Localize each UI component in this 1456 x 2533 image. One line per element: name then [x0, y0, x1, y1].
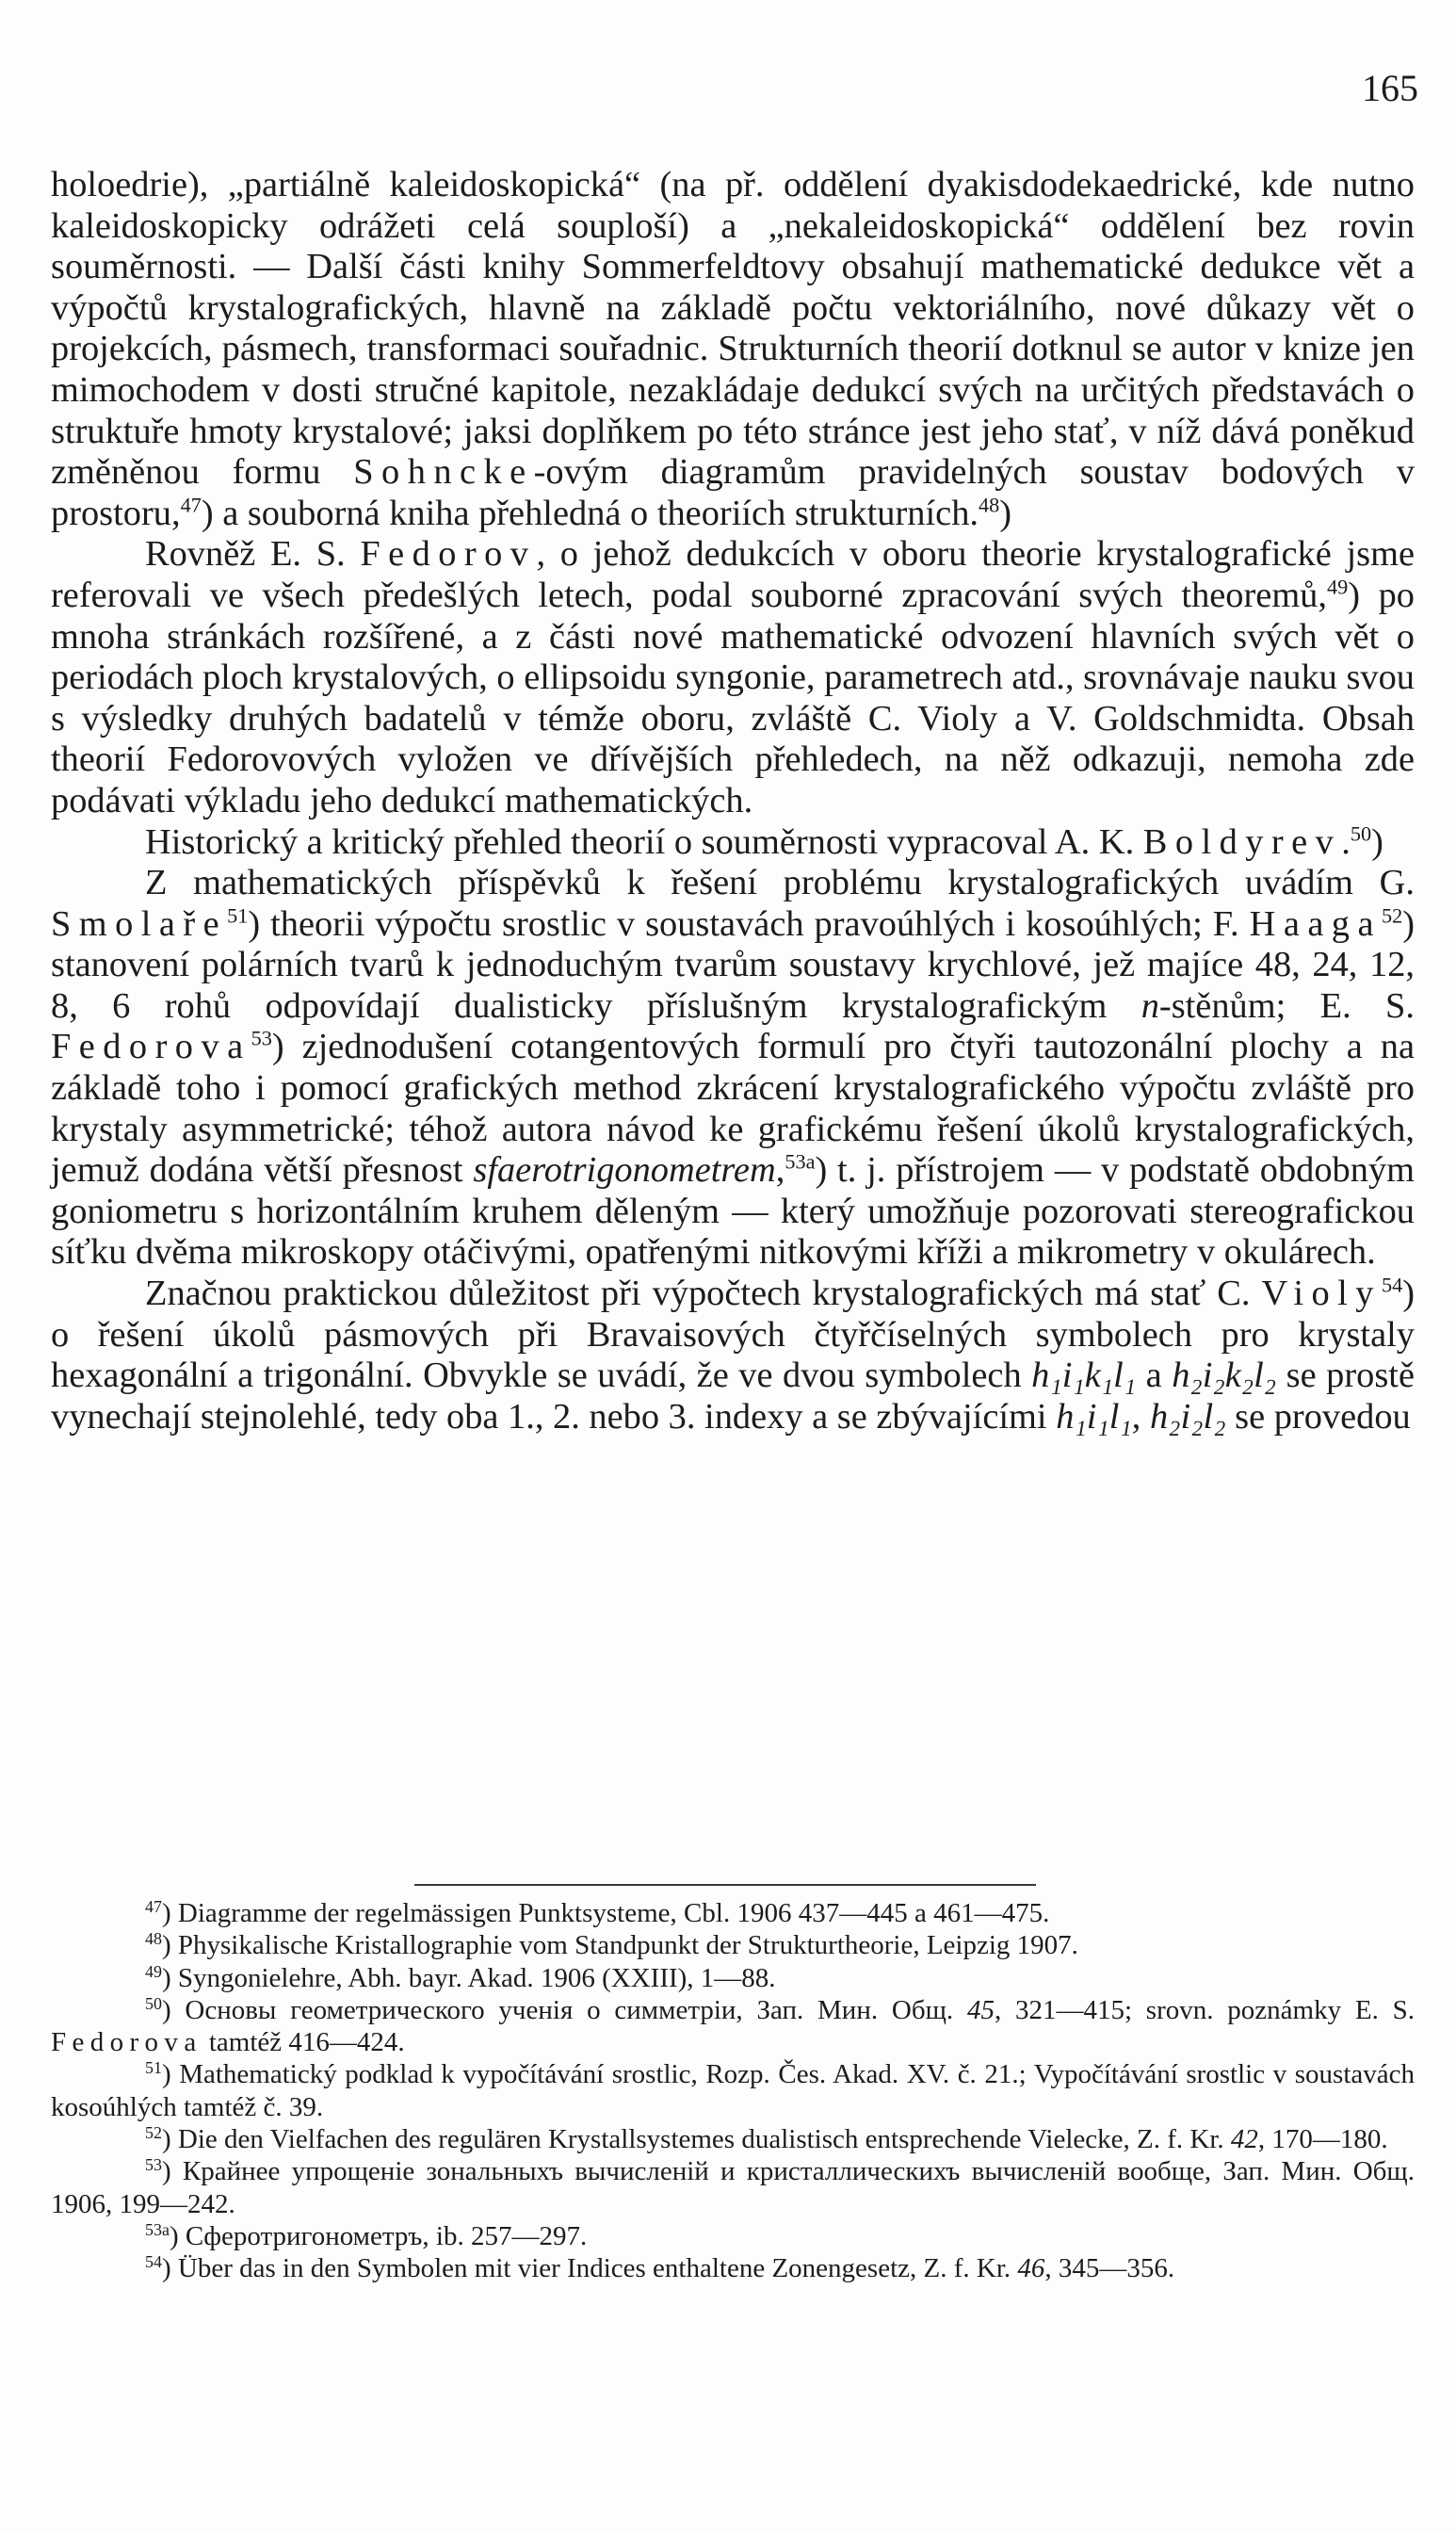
author-name: Boldyrev [1142, 821, 1342, 862]
footnote-ref: 54 [145, 2252, 162, 2272]
footnote-ref: 53a [145, 2220, 170, 2240]
body-text [51, 165, 1415, 1437]
text-run: ) theorii výpočtu srostlic v soustavách pravoúhlých i kosoúhlých; F. [248, 903, 1250, 944]
italic-text: 42 [1230, 2124, 1258, 2155]
footnote-ref: 49 [1326, 575, 1349, 599]
text-run: Z mathematických příspěvků k řešení problému krystalografických uvádím G. [145, 863, 1415, 903]
text-run: ) Syngonielehre, Abh. bayr. Akad. 1906 (XXIII), 1—88. [161, 1962, 776, 1993]
footnote [51, 2220, 1415, 2252]
italic-text: sfaerotrigonometrem [473, 1150, 776, 1191]
text-run: ) Mathematický podklad k vypočítávání srostlic, Rozp. Čes. Akad. XV. č. 21.; Vypočítávání srostlic v soustavách kosoúhlých tamtéž č. 39. [51, 2059, 1415, 2122]
paragraph [51, 165, 1415, 534]
paragraph [51, 822, 1415, 864]
italic-text: 46 [1017, 2253, 1045, 2284]
text-run: holoedrie), „partiálně kaleidoskopická“ (na př. oddělení dyakisdodekaedrické, kde nutno kaleidoskopicky odrážeti celá souploší) a „nekaleidoskopická“ oddělení bez rovin souměrnosti. — Další části knihy Sommerfeldtovy obsahují mathematické dedukce vět a výpočtů krystalografických, hlavně na základě počtu vektoriálního, nové důkazy vět o projekcích, pásmech, transformaci souřadnic. Strukturních theorií dotknul se autor v knize jen mimochodem v dosti stručné kapitole, nezakládaje dedukcí svých na určitých představách o struktuře hmoty krystalové; jaksi doplňkem po této stránce jest jeho stať, v níž dává poněkud změněnou formu [51, 165, 1415, 493]
footnote-ref: 50 [145, 1994, 162, 2014]
text-run: ) Сферотригонометръ, ib. 257—297. [169, 2220, 588, 2251]
footnote-divider [414, 1884, 1036, 1886]
text-run: ) [999, 493, 1012, 533]
footnote [51, 2155, 1415, 2220]
footnote-ref: 51 [145, 2058, 162, 2078]
text-run: tamtéž 416—424. [202, 2027, 405, 2058]
footnote-ref: 48 [978, 493, 1000, 517]
italic-text: h₂i₂l₂ [1149, 1396, 1226, 1437]
text-run: ) Основы геометрического ученія о симметріи, Зап. Мин. Общ. [161, 1994, 967, 2025]
footnote [51, 2058, 1415, 2123]
text-run: , 170—180. [1257, 2124, 1388, 2155]
footnote-ref: 52 [1381, 903, 1403, 928]
text-run: . [1341, 821, 1351, 862]
text-run: ) zjednodušení cotangentových formulí pro čtyři tautozonální plochy a na základě toho i pomocí grafických method zkrácení krystalografického výpočtu zvláště pro krystaly asymmetrické; téhož autora návod ke grafickému řešení úkolů krystalografických, jemuž dodána větší přesnost [51, 1027, 1415, 1191]
footnote-ref: 52 [145, 2123, 162, 2143]
paragraph [51, 534, 1415, 821]
italic-text: 45 [966, 1994, 995, 2025]
text-run: ) a souborná kniha přehledná o theoriích strukturních. [201, 493, 979, 533]
page-number: 165 [1362, 67, 1418, 109]
text-run: ) Diagramme der regelmässigen Punktsysteme, Cbl. 1906 437—445 a 461—475. [161, 1898, 1050, 1928]
author-name: Violy [1261, 1274, 1382, 1314]
text-run: ) Über das in den Symbolen mit vier Indices enthaltene Zonengesetz, Z. f. Kr. [161, 2253, 1018, 2284]
text-run: se prostě vynechají stejnolehlé, tedy oba 1., 2. nebo 3. indexy a se zbývajícími [51, 1356, 1415, 1437]
footnote [51, 2252, 1415, 2284]
text-run: a [1136, 1356, 1173, 1396]
text-run: se provedou [1225, 1396, 1411, 1437]
text-run: ) o řešení úkolů pásmových při Bravaisových čtyřčíselných symbolech pro krystaly hexagonální a trigonální. Obvykle se uvádí, že ve dvou symbolech [51, 1274, 1415, 1396]
footnote [51, 1994, 1415, 2059]
footnote [51, 1962, 1415, 1994]
footnote-ref: 48 [145, 1929, 162, 1949]
footnotes [51, 1897, 1415, 2285]
text-run: , [775, 1150, 785, 1191]
italic-text: n [1141, 985, 1159, 1026]
paragraph [51, 1274, 1415, 1437]
footnote-ref: 47 [145, 1897, 162, 1917]
footnote-ref: 51 [227, 903, 249, 928]
text-run: ) po mnoha stránkách rozšířené, a z části nové mathematické odvození hlavních svých vět o periodách ploch krystalových, o ellipsoidu syngonie, parametrech atd., srovnávaje nauku svou s výsledky druhých badatelů v témže oboru, zvláště C. Violy a V. Goldschmidta. Obsah theorií Fedorovových vyložen ve dřívějších přehledech, na něž odkazuji, nemoha zde podávati výkladu jeho dedukcí mathematických. [51, 575, 1415, 820]
footnote-ref: 50 [1350, 821, 1372, 846]
text-run: ) Physikalische Kristallographie vom Standpunkt der Strukturtheorie, Leipzig 1907. [161, 1930, 1078, 1961]
text-run: ) stanovení polárních tvarů k jednoduchým tvarům soustavy krychlové, jež majíce 48, 24, 12, 8, 6 rohů odpovídají dualisticky příslušným krystalografickým [51, 903, 1415, 1026]
text-run: ) Крайнее упрощеніе зональныхъ вычисленій и кристаллическихъ вычисленій вообще, Зап. Мин. Общ. 1906, 199—242. [51, 2156, 1415, 2219]
text-run: ) [1371, 821, 1383, 862]
footnote-ref: 53a [785, 1149, 816, 1174]
paragraph [51, 863, 1415, 1274]
author-name: Sohncke [353, 452, 534, 493]
italic-text: h₂i₂k₂l₂ [1172, 1356, 1277, 1396]
footnote-ref: 54 [1381, 1273, 1403, 1297]
author-name: Fedorova [51, 1027, 251, 1067]
italic-text: h₁i₁k₁l₁ [1031, 1356, 1137, 1396]
text-run: -stěnům; E. S. [1158, 985, 1415, 1026]
text-run: , 321—415; srovn. poznámky E. S. [994, 1994, 1415, 2025]
text-run: , o jehož dedukcích v oboru theorie krystalografické jsme referovali ve všech předešlých letech, podal souborné zpracování svých theoremů, [51, 534, 1415, 615]
footnote-ref: 47 [180, 493, 202, 517]
text-run: , 345—356. [1044, 2253, 1175, 2284]
footnote-ref: 49 [145, 1961, 162, 1981]
author-name: Smolaře [51, 903, 228, 944]
footnote-ref: 53 [251, 1027, 272, 1051]
footnote [51, 1897, 1415, 1929]
text-run: ) Die den Vielfachen des regulären Krystallsystemes dualistisch entsprechende Vielecke, Z. f. Kr. [161, 2124, 1231, 2155]
italic-text: h₁i₁l₁ [1056, 1396, 1132, 1437]
author-name: Fedorova [51, 2027, 202, 2058]
text-run: ) t. j. přístrojem — v podstatě obdobným goniometru s horizontálním kruhem děleným — který umožňuje pozorovati stereografickou síťku dvěma mikroskopy otáčivými, opatřenými nitkovými kříži a mikrometry v okulárech. [51, 1150, 1415, 1273]
author-name: Fedorov [360, 534, 537, 575]
footnote-ref: 53 [145, 2155, 162, 2175]
text-run: -ovým diagramům pravidelných soustav bodových v prostoru, [51, 452, 1415, 533]
text-run: Značnou praktickou důležitost při výpočtech krystalografických má stať C. [145, 1274, 1262, 1314]
text-run: Rovněž E. S. [145, 534, 361, 575]
footnote [51, 1929, 1415, 1961]
footnote [51, 2123, 1415, 2155]
text-run: , [1131, 1396, 1150, 1437]
text-run: Historický a kritický přehled theorií o souměrnosti vypracoval A. K. [145, 821, 1143, 862]
author-name: Haaga [1249, 903, 1382, 944]
